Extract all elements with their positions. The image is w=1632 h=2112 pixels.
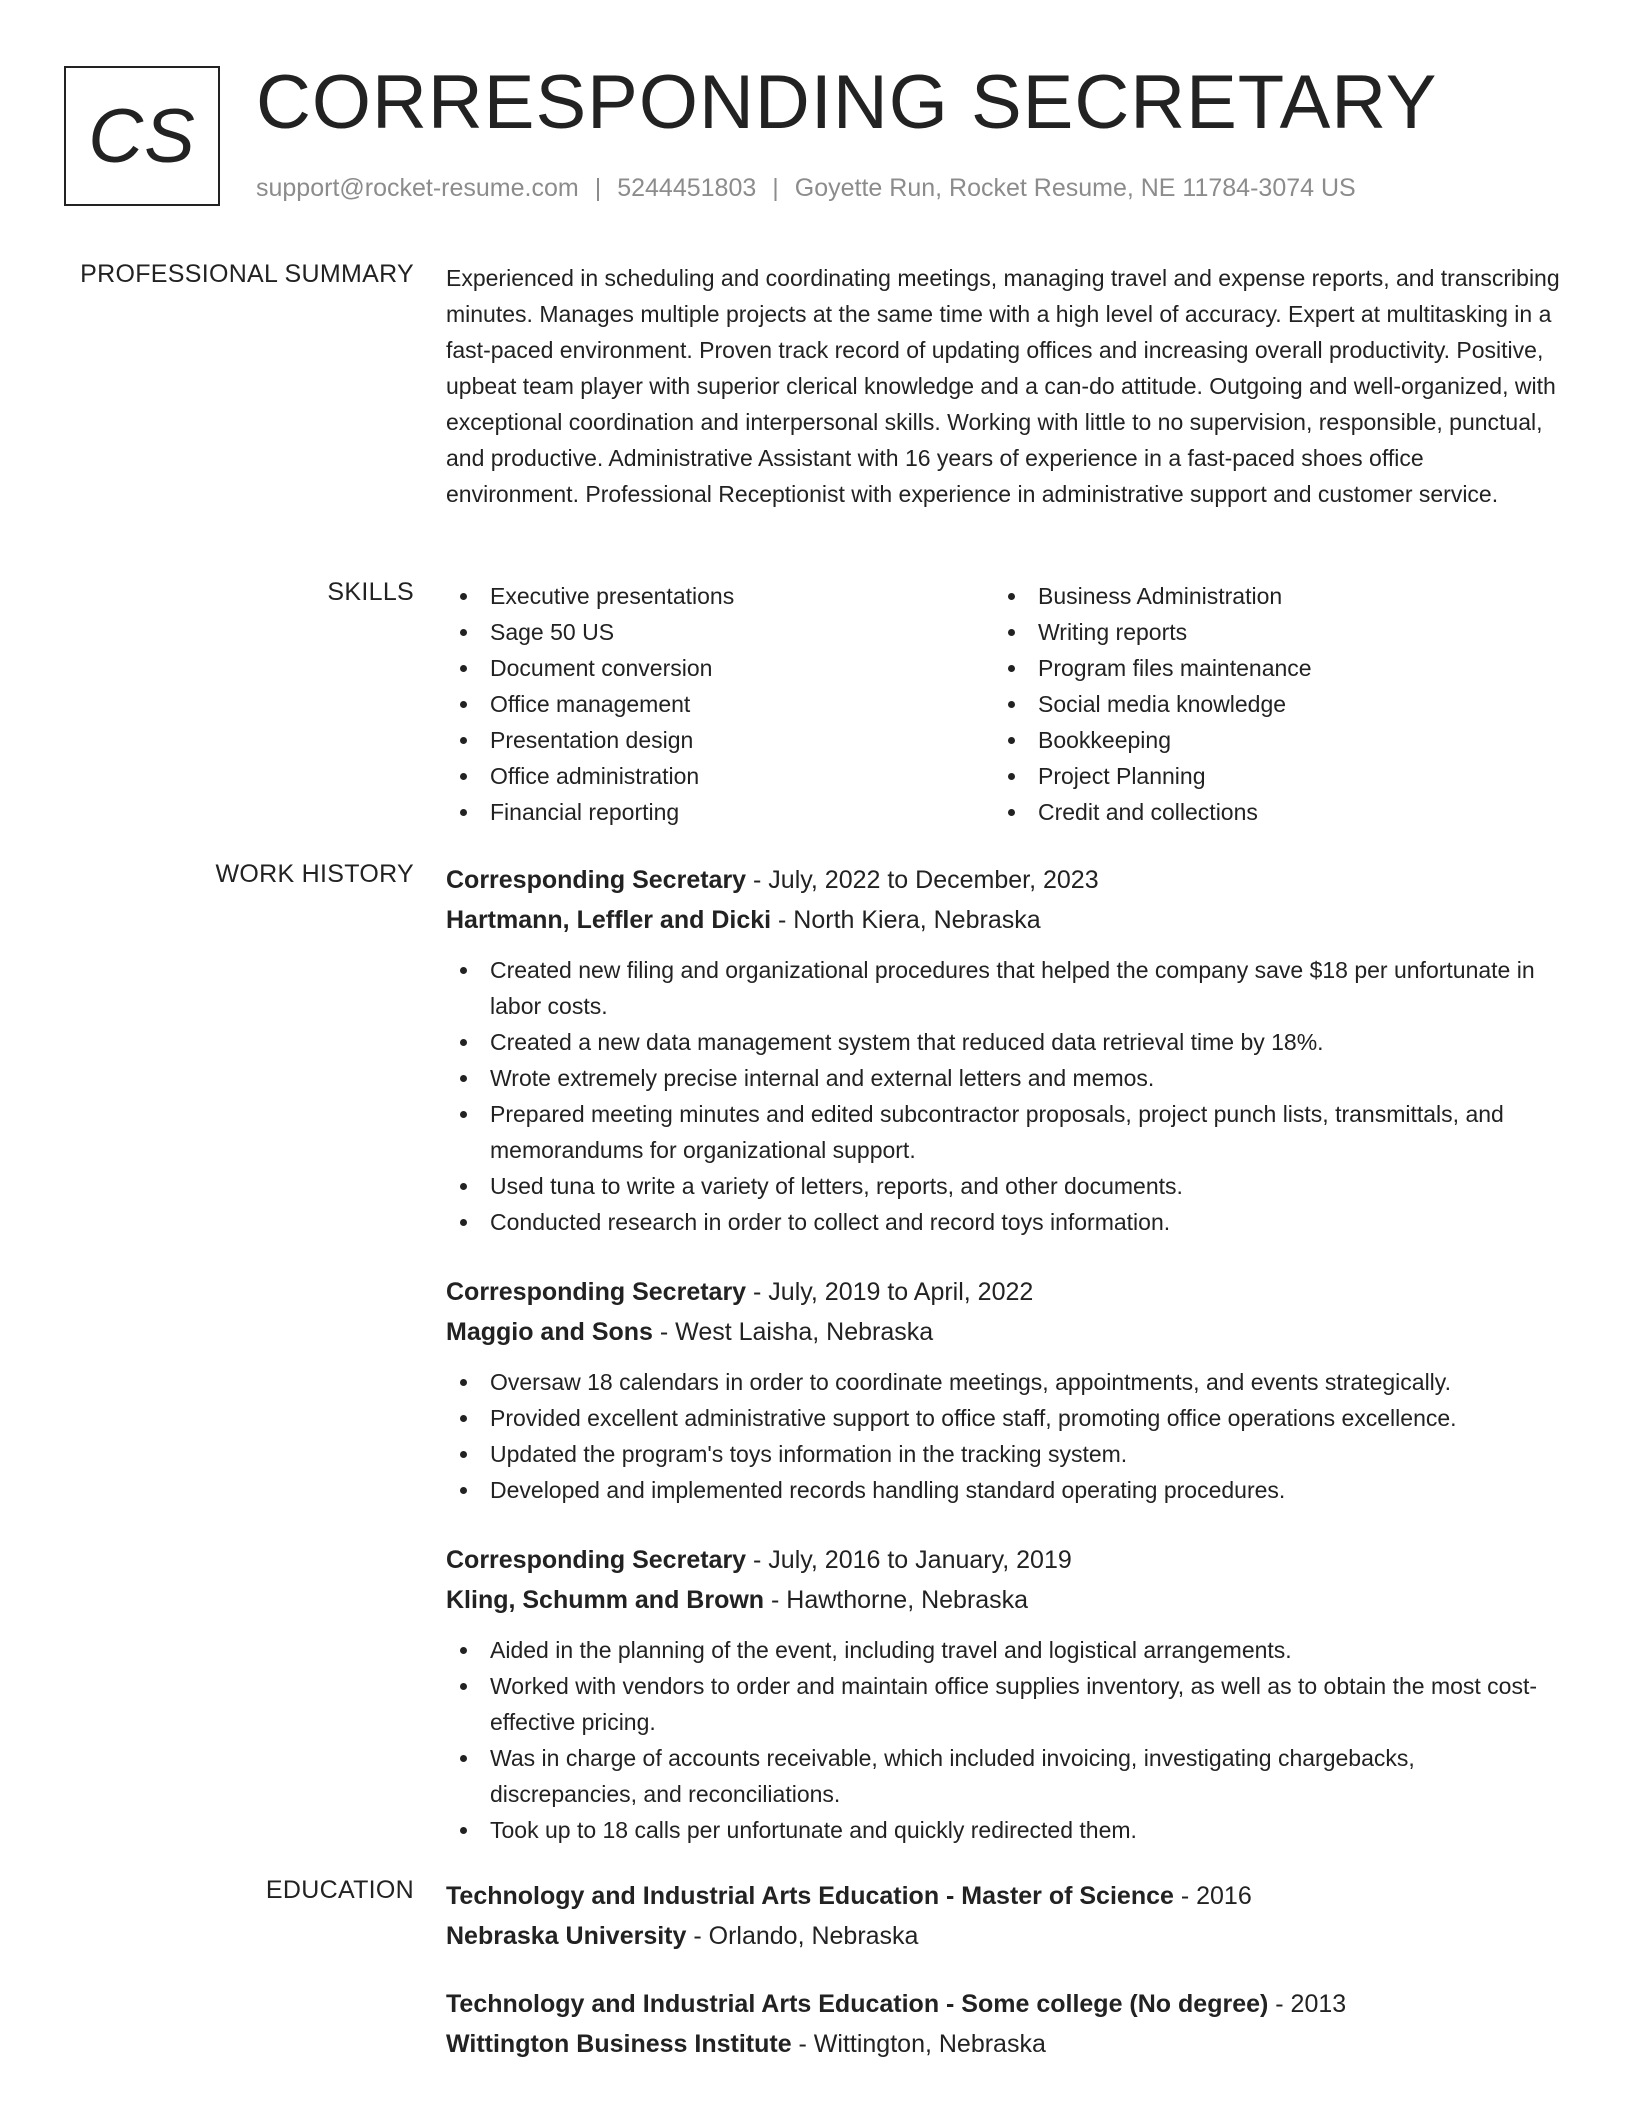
job-title: Corresponding Secretary [446,1278,747,1306]
degree-year: - 2013 [1268,1990,1347,2018]
degree: Technology and Industrial Arts Education - Master of Science [446,1882,1174,1910]
list-item: Conducted research in order to collect and record toys information. [446,1204,1561,1240]
list-item: Took up to 18 calls per unfortunate and quickly redirected them. [446,1812,1561,1848]
degree: Technology and Industrial Arts Education - Some college (No degree) [446,1990,1269,2018]
degree-line [446,1876,1561,1916]
skill-item: Sage 50 US [446,614,994,650]
job-entry [446,1540,1561,1848]
skill-item: Writing reports [994,614,1542,650]
section-label-education: EDUCATION [265,1876,414,1904]
separator: | [772,174,779,202]
skills-column-left [446,578,994,830]
list-item: Worked with vendors to order and maintain office supplies inventory, as well as to obtain the most cost-effective pricing. [446,1668,1561,1740]
page-title: CORRESPONDING SECRETARY [256,60,1438,145]
job-title-line [446,1272,1561,1312]
job-bullets [446,1364,1561,1508]
job-dates: - July, 2022 to December, 2023 [746,866,1099,894]
degree-line [446,1984,1561,2024]
job-location: - Hawthorne, Nebraska [764,1586,1029,1614]
school: Nebraska University [446,1922,687,1950]
contact-line [256,174,1356,203]
job-dates: - July, 2019 to April, 2022 [746,1278,1034,1306]
list-item: Was in charge of accounts receivable, which included invoicing, investigating chargebacks, discrepancies, and reconciliations. [446,1740,1561,1812]
phone-number: 5244451803 [617,174,757,202]
degree-year: - 2016 [1173,1882,1252,1910]
job-company-line [446,1580,1561,1620]
job-entry [446,860,1561,1240]
email-link[interactable]: support@rocket-resume.com [256,174,579,202]
list-item: Developed and implemented records handling standard operating procedures. [446,1472,1561,1508]
job-company: Maggio and Sons [446,1318,653,1346]
job-title: Corresponding Secretary [446,1546,747,1574]
summary-text: Experienced in scheduling and coordinating meetings, managing travel and expense reports, and transcribing minutes. Manages multiple projects at the same time with a high level of accuracy. Expert at multitasking in a fast-paced environment. Proven track record of updating offices and increasing overall productivity. Positive, upbeat team player with superior clerical knowledge and a can-do attitude. Outgoing and well-organized, with exceptional coordination and interpersonal skills. Working with little to no supervision, responsible, punctual, and productive. Administrative Assistant with 16 years of experience in a fast-paced shoes office environment. Professional Receptionist with experience in administrative support and customer service. [446,265,1560,507]
list-item: Aided in the planning of the event, including travel and logistical arrangements. [446,1632,1561,1668]
job-bullets [446,1632,1561,1848]
job-company-line [446,900,1561,940]
list-item: Oversaw 18 calendars in order to coordinate meetings, appointments, and events strategically. [446,1364,1561,1400]
section-label-work-history: WORK HISTORY [215,860,414,888]
job-dates: - July, 2016 to January, 2019 [746,1546,1072,1574]
skill-item: Office management [446,686,994,722]
skill-item: Bookkeeping [994,722,1542,758]
job-company: Hartmann, Leffler and Dicki [446,906,772,934]
education-entry [446,1984,1561,2064]
job-title-line [446,1540,1561,1580]
job-location: - North Kiera, Nebraska [771,906,1041,934]
skill-item: Social media knowledge [994,686,1542,722]
skill-item: Credit and collections [994,794,1542,830]
skill-item: Financial reporting [446,794,994,830]
education-entry [446,1876,1561,1956]
skill-item: Office administration [446,758,994,794]
school-line [446,2024,1561,2064]
skill-item: Executive presentations [446,578,994,614]
skill-item: Project Planning [994,758,1542,794]
separator: | [594,174,602,202]
job-location: - West Laisha, Nebraska [652,1318,934,1346]
list-item: Provided excellent administrative support to office staff, promoting office operations excellence. [446,1400,1561,1436]
list-item: Prepared meeting minutes and edited subcontractor proposals, project punch lists, transmittals, and memorandums for organizational support. [446,1096,1561,1168]
section-label-summary: PROFESSIONAL SUMMARY [80,260,414,288]
job-company-line [446,1312,1561,1352]
school: Wittington Business Institute [446,2030,792,2058]
school-line [446,1916,1561,1956]
school-location: - Orlando, Nebraska [686,1922,919,1950]
school-location: - Wittington, Nebraska [791,2030,1046,2058]
list-item: Created new filing and organizational procedures that helped the company save $18 per unfortunate in labor costs. [446,952,1561,1024]
skills-column-right [994,578,1542,830]
monogram: CS [64,66,220,206]
list-item: Created a new data management system that reduced data retrieval time by 18%. [446,1024,1561,1060]
section-label-skills: SKILLS [327,578,414,606]
list-item: Wrote extremely precise internal and external letters and memos. [446,1060,1561,1096]
job-entry [446,1272,1561,1508]
skill-item: Business Administration [994,578,1542,614]
job-title-line [446,860,1561,900]
skill-item: Presentation design [446,722,994,758]
address: Goyette Run, Rocket Resume, NE 11784-3074 US [794,174,1356,202]
skill-item: Document conversion [446,650,994,686]
job-bullets [446,952,1561,1240]
job-title: Corresponding Secretary [446,866,747,894]
skill-item: Program files maintenance [994,650,1542,686]
list-item: Used tuna to write a variety of letters, reports, and other documents. [446,1168,1561,1204]
list-item: Updated the program's toys information in the tracking system. [446,1436,1561,1472]
job-company: Kling, Schumm and Brown [446,1586,765,1614]
